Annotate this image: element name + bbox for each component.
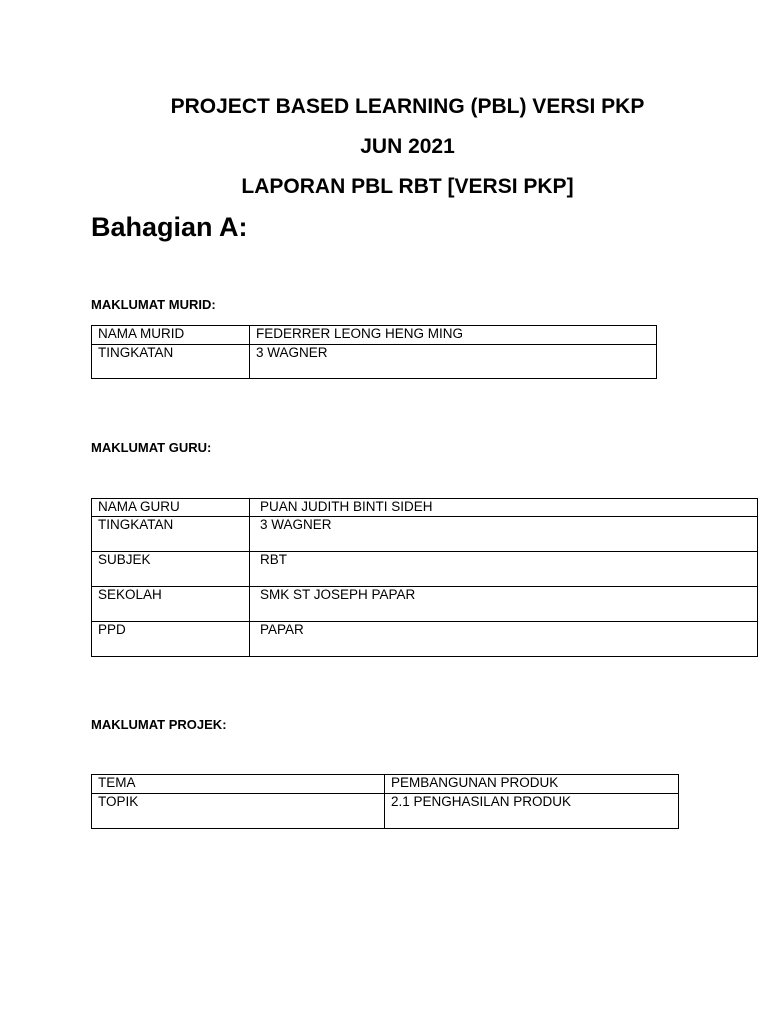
table-cell-label: TINGKATAN [92,345,250,379]
table-cell-label: SUBJEK [92,552,250,587]
table-row [92,587,758,622]
table-cell-label: PPD [92,622,250,657]
table-cell-value: 2.1 PENGHASILAN PRODUK [385,794,679,829]
murid-heading: MAKLUMAT MURID: [91,297,216,312]
table-cell-value: RBT [250,552,758,587]
section-heading: Bahagian A: [91,212,248,242]
table-cell-value: PEMBANGUNAN PRODUK [385,775,679,794]
table-row [92,794,679,829]
table-row [92,775,679,794]
table-cell-label: SEKOLAH [92,587,250,622]
murid-table [91,325,657,379]
table-row [92,517,758,552]
table-cell-value: 3 WAGNER [250,345,657,379]
guru-heading: MAKLUMAT GURU: [91,440,212,455]
projek-table [91,774,679,829]
table-cell-label: NAMA MURID [92,326,250,345]
document-title-line-2: JUN 2021 [360,135,455,158]
table-cell-label: TOPIK [92,794,385,829]
table-cell-value: PUAN JUDITH BINTI SIDEH [250,499,758,517]
table-row [92,499,758,517]
projek-heading: MAKLUMAT PROJEK: [91,717,227,732]
table-row [92,622,758,657]
table-cell-value: PAPAR [250,622,758,657]
table-cell-value: SMK ST JOSEPH PAPAR [250,587,758,622]
table-cell-value: FEDERRER LEONG HENG MING [250,326,657,345]
document-title-line-3: LAPORAN PBL RBT [VERSI PKP] [241,175,574,198]
table-row [92,326,657,345]
table-cell-value: 3 WAGNER [250,517,758,552]
guru-table [91,498,758,657]
table-row [92,345,657,379]
table-cell-label: NAMA GURU [92,499,250,517]
table-cell-label: TINGKATAN [92,517,250,552]
table-row [92,552,758,587]
table-cell-label: TEMA [92,775,385,794]
document-title-line-1: PROJECT BASED LEARNING (PBL) VERSI PKP [170,95,645,118]
